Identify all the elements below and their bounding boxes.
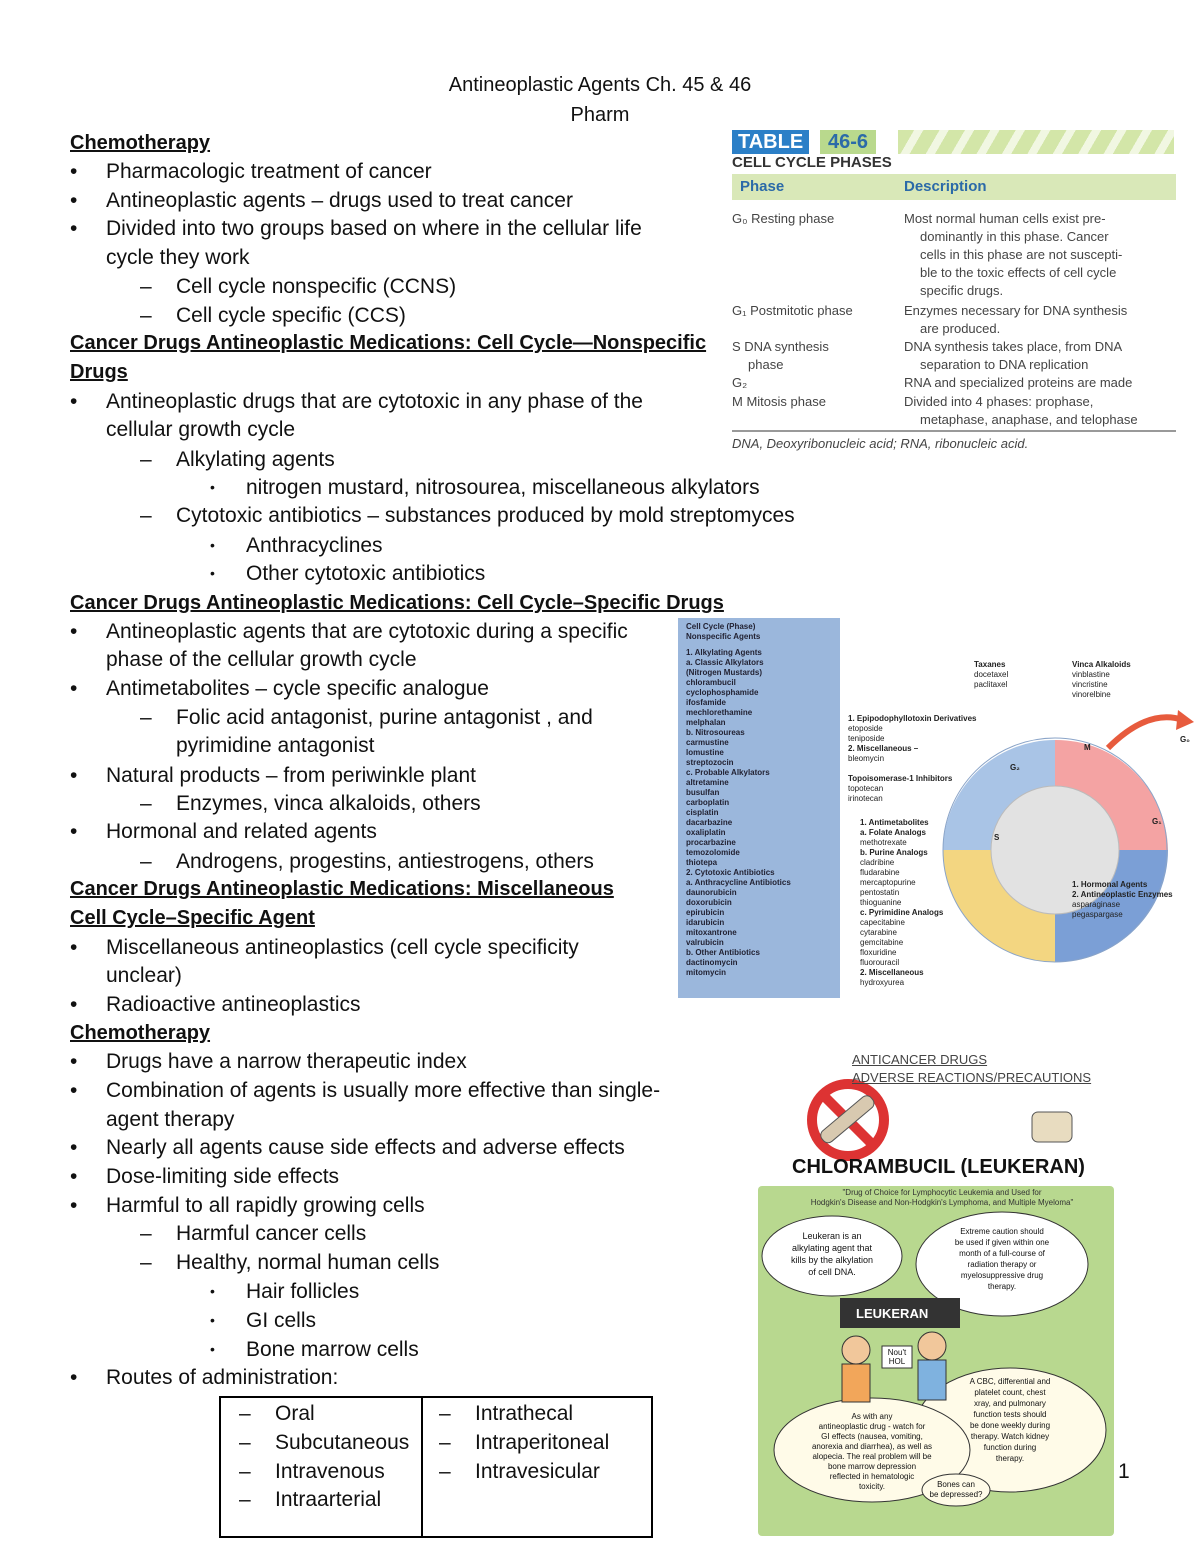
- figure-text-line: be done weekly during: [969, 1421, 1051, 1430]
- page-number: 1: [1118, 1460, 1130, 1483]
- figure-text-line: methotrexate: [860, 838, 907, 847]
- table-footnote: DNA, Deoxyribonucleic acid; RNA, ribonucleic acid.: [732, 436, 1029, 451]
- sub-bullet-item: – Healthy, normal human cells: [140, 1251, 440, 1274]
- bubble-text: [928, 1480, 984, 1500]
- figure-text-line: "Drug of Choice for Lymphocytic Leukemia and Used for: [842, 1188, 1042, 1197]
- vinca-label: [1072, 660, 1131, 700]
- figure-text-line: c. Pyrimidine Analogs: [860, 908, 944, 917]
- figure-text-line: thioguanine: [860, 898, 902, 907]
- figure-text-line: Bones can: [937, 1480, 975, 1489]
- cartoon-subtitle: [792, 1188, 1092, 1208]
- desc-cell: Divided into 4 phases: prophase, metaphase, anaphase, and telophase: [904, 394, 1138, 427]
- figure-text-line: ifosfamide: [686, 698, 727, 707]
- bullet-item: • Hormonal and related agents: [70, 820, 377, 843]
- topoisomerase-label: [848, 774, 952, 804]
- phase-cell: G₁ Postmitotic phase: [732, 303, 853, 318]
- sub-bullet-item: – Androgens, progestins, antiestrogens, others: [140, 850, 594, 873]
- phase-cell: G₀ Resting phase: [732, 211, 835, 226]
- figure-text-line: daunorubicin: [686, 888, 737, 897]
- figure-text-line: therapy.: [995, 1454, 1025, 1463]
- table-number: 46-6: [820, 130, 876, 154]
- desc-cell: DNA synthesis takes place, from DNA separation to DNA replication: [904, 339, 1123, 372]
- figure-text-line: 1. Antimetabolites: [860, 818, 929, 827]
- sub-sub-bullet-item: • Anthracyclines: [210, 534, 383, 557]
- route-cell: – Intraperitoneal: [439, 1431, 610, 1454]
- figure-text-line: Taxanes: [974, 660, 1006, 669]
- cartoon-title: CHLORAMBUCIL (LEUKERAN): [792, 1156, 1085, 1178]
- figure-text-line: 2. Antineoplastic Enzymes: [1072, 890, 1173, 899]
- route-cell: – Intravesicular: [439, 1460, 600, 1483]
- epipodophyllotoxin-label: [848, 714, 976, 764]
- phase-s-label: S: [994, 833, 1000, 842]
- figure-text-line: be used if given within one: [954, 1238, 1050, 1247]
- figure-text-line: mercaptopurine: [860, 878, 916, 887]
- antimetabolites-label: [860, 818, 943, 988]
- figure-text-line: reflected in hematologic: [829, 1472, 915, 1481]
- bullet-item: • Nearly all agents cause side effects and adverse effects: [70, 1136, 625, 1159]
- figure-text-line: fludarabine: [860, 868, 900, 877]
- heading-misc: Cancer Drugs Antineoplastic Medications: Miscellaneous: [70, 878, 614, 900]
- phase-cell: G₂: [732, 375, 748, 390]
- sub-bullet-item: – Cytotoxic antibiotics – substances produced by mold streptomyces: [140, 504, 795, 527]
- bullet-item: • Miscellaneous antineoplastics (cell cycle specificity: [70, 936, 579, 959]
- table-label: TABLE: [732, 130, 809, 154]
- figure-text-line: vincristine: [1072, 680, 1108, 689]
- figure-text-line: 2. Miscellaneous –: [848, 744, 919, 753]
- figure-text-line: Vinca Alkaloids: [1072, 660, 1131, 669]
- heading-misc-cont: Cell Cycle–Specific Agent: [70, 907, 315, 929]
- figure-text-line: 1. Hormonal Agents: [1072, 880, 1148, 889]
- figure-text-line: irinotecan: [848, 794, 883, 803]
- phase-g0-label: G₀: [1180, 735, 1190, 744]
- figure-text-line: procarbazine: [686, 838, 736, 847]
- figure-text-line: capecitabine: [860, 918, 905, 927]
- figure-text-line: a. Classic Alkylators: [686, 658, 764, 667]
- table-46-6-figure: [726, 126, 1176, 456]
- sub-bullet-item: – Folic acid antagonist, purine antagonist , and: [140, 706, 593, 729]
- bullet-item: • Radioactive antineoplastics: [70, 993, 361, 1016]
- sign-text: [884, 1348, 910, 1366]
- exit-arrow-head: [1176, 710, 1194, 730]
- figure-text-line: epirubicin: [686, 908, 725, 917]
- figure-text-line: function tests should: [973, 1410, 1047, 1419]
- figure-text-line: be depressed?: [929, 1490, 983, 1499]
- figure-text-line: topotecan: [848, 784, 884, 793]
- figure-text-line: fluorouracil: [860, 958, 900, 967]
- figure-text-line: pentostatin: [860, 888, 900, 897]
- figure-text-line: (Nitrogen Mustards): [686, 668, 762, 677]
- figure-text-line: vinorelbine: [1072, 690, 1111, 699]
- figure-text-line: etoposide: [848, 724, 883, 733]
- figure-text-line: chlorambucil: [686, 678, 736, 687]
- figure-text-line: xray, and pulmonary: [974, 1399, 1046, 1408]
- chalkboard-text: LEUKERAN: [856, 1306, 929, 1321]
- figure-text-line: hydroxyurea: [860, 978, 905, 987]
- cell-cycle-diagram: [678, 618, 1200, 1018]
- bullet-continuation: unclear): [106, 964, 182, 987]
- figure-text-line: therapy. Watch kidney: [970, 1432, 1050, 1441]
- figure-text-line: paclitaxel: [974, 680, 1008, 689]
- figure-text-line: platelet count, chest: [974, 1388, 1046, 1397]
- figure-text-line: alkylating agent that: [791, 1243, 873, 1253]
- hormonal-agents-label: [1072, 880, 1173, 920]
- figure-text-line: idarubicin: [686, 918, 725, 927]
- figure-text-line: altretamine: [686, 778, 729, 787]
- route-cell: – Subcutaneous: [239, 1431, 410, 1454]
- figure-text-line: c. Probable Alkylators: [686, 768, 770, 777]
- route-cell: – Oral: [239, 1402, 315, 1425]
- figure-text-line: temozolomide: [686, 848, 740, 857]
- figure-text-line: mitoxantrone: [686, 928, 737, 937]
- sub-bullet-item: – Cell cycle specific (CCS): [140, 304, 406, 327]
- figure-text-line: Hodgkin's Disease and Non-Hodgkin's Lymphoma, and Multiple Myeloma": [810, 1198, 1074, 1207]
- exit-arrow: [1108, 717, 1183, 748]
- sub-bullet-item: – Cell cycle nonspecific (CCNS): [140, 275, 457, 298]
- figure-text-line: myelosuppressive drug: [960, 1271, 1044, 1280]
- bullet-item: • Antineoplastic agents that are cytotoxic during a specific: [70, 620, 628, 643]
- figure-text-line: function during: [983, 1443, 1037, 1452]
- decorative-stripe: [898, 130, 1174, 154]
- figure-text-line: floxuridine: [860, 948, 897, 957]
- figure-text-line: 1. Epipodophyllotoxin Derivatives: [848, 714, 977, 723]
- heading-ccns-cont: Drugs: [70, 361, 128, 383]
- heading-ccns: Cancer Drugs Antineoplastic Medications: Cell Cycle—Nonspecific: [70, 332, 707, 354]
- figure-text-line: cyclophosphamide: [686, 688, 759, 697]
- bullet-continuation: cellular growth cycle: [106, 418, 296, 441]
- figure-text-line: cisplatin: [686, 808, 719, 817]
- phase-cell: M Mitosis phase: [732, 394, 826, 409]
- bullet-item: • Routes of administration:: [70, 1366, 339, 1389]
- sub-sub-bullet-item: • nitrogen mustard, nitrosourea, miscellaneous alkylators: [210, 476, 760, 499]
- figure-text-line: docetaxel: [974, 670, 1009, 679]
- phase-g1-label: G₁: [1152, 817, 1162, 826]
- sub-bullet-item: – Alkylating agents: [140, 448, 335, 471]
- route-cell: – Intrathecal: [439, 1402, 574, 1425]
- figure-text-line: dactinomycin: [686, 958, 738, 967]
- sub-bullet-item: – Harmful cancer cells: [140, 1222, 367, 1245]
- figure-text-line: antineoplastic drug - watch for: [818, 1422, 926, 1431]
- sub-bullet-continuation: pyrimidine antagonist: [176, 734, 375, 757]
- table-divider: [421, 1398, 423, 1536]
- phase-cell: S DNA synthesis phase: [732, 339, 829, 372]
- figure-text-line: cytarabine: [860, 928, 897, 937]
- table-subtitle: CELL CYCLE PHASES: [732, 154, 892, 171]
- desc-cell: Enzymes necessary for DNA synthesis are produced.: [904, 303, 1128, 336]
- figure-text-line: bleomycin: [848, 754, 885, 763]
- figure-text-line: GI effects (nausea, vomiting,: [821, 1432, 923, 1441]
- routes-table: [219, 1396, 653, 1538]
- figure-text-line: 2. Miscellaneous: [860, 968, 924, 977]
- bullet-item: • Natural products – from periwinkle plant: [70, 764, 477, 787]
- figure-text-line: oxaliplatin: [686, 828, 726, 837]
- col-phase: Phase: [740, 178, 785, 195]
- bullet-item: • Harmful to all rapidly growing cells: [70, 1194, 425, 1217]
- bullet-item: • Drugs have a narrow therapeutic index: [70, 1050, 467, 1073]
- figure-text-line: melphalan: [686, 718, 726, 727]
- bullet-item: • Antineoplastic agents – drugs used to treat cancer: [70, 189, 573, 212]
- figure-text-line: b. Other Antibiotics: [686, 948, 760, 957]
- figure-text-line: mechlorethamine: [686, 708, 753, 717]
- figure-text-line: 2. Cytotoxic Antibiotics: [686, 868, 775, 877]
- figure-text-line: Cell Cycle (Phase): [686, 622, 756, 631]
- bullet-item: • Dose-limiting side effects: [70, 1165, 340, 1188]
- bullet-continuation: agent therapy: [106, 1108, 235, 1131]
- person-icon: [842, 1336, 870, 1364]
- table-header-row: [732, 174, 1176, 200]
- figure-text-line: streptozocin: [686, 758, 734, 767]
- figure-text-line: radiation therapy or: [967, 1260, 1037, 1269]
- figure-text-line: asparaginase: [1072, 900, 1121, 909]
- desc-cell: Most normal human cells exist pre- dominantly in this phase. Cancer cells in this phase are not suscepti- ble to the toxic effects of cell cycle specific drugs.: [904, 211, 1123, 298]
- route-cell: – Intravenous: [239, 1460, 385, 1483]
- figure-text-line: therapy.: [987, 1282, 1017, 1291]
- phase-g2-label: G₂: [1010, 763, 1020, 772]
- heading-chemotherapy-2: Chemotherapy: [70, 1022, 211, 1044]
- bullet-item: • Antineoplastic drugs that are cytotoxic in any phase of the: [70, 390, 643, 413]
- figure-text-line: anorexia and diarrhea), as well as: [811, 1442, 933, 1451]
- figure-text-line: a. Anthracycline Antibiotics: [686, 878, 791, 887]
- figure-text-line: cladribine: [860, 858, 895, 867]
- sub-sub-bullet-item: • GI cells: [210, 1309, 317, 1332]
- person-icon: [918, 1332, 946, 1360]
- route-cell: – Intraarterial: [239, 1488, 382, 1511]
- table-rule: [732, 430, 1176, 432]
- figure-text-line: of cell DNA.: [808, 1267, 856, 1277]
- figure-text-line: Leukeran is an: [802, 1231, 862, 1241]
- figure-text-line: b. Nitrosoureas: [686, 728, 745, 737]
- figure-text-line: mitomycin: [686, 968, 727, 977]
- figure-text-line: 1. Alkylating Agents: [686, 648, 762, 657]
- figure-text-line: teniposide: [848, 734, 885, 743]
- figure-text-line: dacarbazine: [686, 818, 733, 827]
- col-description: Description: [904, 178, 987, 195]
- figure-text-line: bone marrow depression: [827, 1462, 917, 1471]
- heading-chemotherapy: Chemotherapy: [70, 132, 211, 154]
- sub-sub-bullet-item: • Hair follicles: [210, 1280, 360, 1303]
- desc-cell: RNA and specialized proteins are made: [904, 375, 1133, 390]
- patient-icon: [1032, 1112, 1072, 1142]
- bubble-text: [776, 1230, 888, 1278]
- figure-text-line: lomustine: [686, 748, 724, 757]
- figure-text-line: A CBC, differential and: [969, 1377, 1051, 1386]
- bullet-item: • Divided into two groups based on where in the cellular life: [70, 217, 642, 240]
- figure-text-line: Nonspecific Agents: [686, 632, 761, 641]
- figure-text-line: Extreme caution should: [960, 1227, 1044, 1236]
- sub-bullet-item: – Enzymes, vinca alkaloids, others: [140, 792, 481, 815]
- cartoon-subheader: ADVERSE REACTIONS/PRECAUTIONS: [852, 1070, 1092, 1085]
- bullet-continuation: cycle they work: [106, 246, 250, 269]
- figure-text-line: kills by the alkylation: [790, 1255, 874, 1265]
- figure-text-line: month of a full-course of: [959, 1249, 1045, 1258]
- figure-text-line: doxorubicin: [686, 898, 732, 907]
- document-title: Antineoplastic Agents Ch. 45 & 46: [448, 74, 752, 96]
- figure-text-line: Nou't: [887, 1348, 907, 1357]
- figure-text-line: thiotepa: [686, 858, 718, 867]
- bullet-item: • Antimetabolites – cycle specific analogue: [70, 677, 489, 700]
- sub-sub-bullet-item: • Other cytotoxic antibiotics: [210, 562, 486, 585]
- bullet-continuation: phase of the cellular growth cycle: [106, 648, 417, 671]
- bullet-item: • Combination of agents is usually more effective than single-: [70, 1079, 661, 1102]
- figure-text-line: gemcitabine: [860, 938, 904, 947]
- figure-text-line: carboplatin: [686, 798, 730, 807]
- chlorambucil-cartoon: [756, 1050, 1116, 1540]
- figure-text-line: pegaspargase: [1072, 910, 1123, 919]
- figure-text-line: busulfan: [686, 788, 720, 797]
- bubble-text: [926, 1226, 1078, 1292]
- figure-text-line: vinblastine: [1072, 670, 1110, 679]
- phase-m-label: M: [1084, 743, 1091, 752]
- figure-text-line: toxicity.: [858, 1482, 886, 1491]
- figure-text-line: carmustine: [686, 738, 729, 747]
- document-subtitle: Pharm: [570, 104, 630, 126]
- figure-text-line: Topoisomerase-1 Inhibitors: [848, 774, 953, 783]
- taxanes-label: [974, 660, 1008, 690]
- figure-text-line: b. Purine Analogs: [860, 848, 928, 857]
- figure-text-line: valrubicin: [686, 938, 724, 947]
- cartoon-header: ANTICANCER DRUGS: [852, 1052, 988, 1067]
- bullet-item: • Pharmacologic treatment of cancer: [70, 160, 432, 183]
- figure-text-line: a. Folate Analogs: [860, 828, 926, 837]
- figure-text-line: alopecia. The real problem will be: [812, 1452, 932, 1461]
- figure-text-line: HOL: [888, 1357, 906, 1366]
- figure-text-line: As with any: [851, 1412, 893, 1421]
- sub-sub-bullet-item: • Bone marrow cells: [210, 1338, 419, 1361]
- heading-ccs: Cancer Drugs Antineoplastic Medications: Cell Cycle–Specific Drugs: [70, 592, 724, 614]
